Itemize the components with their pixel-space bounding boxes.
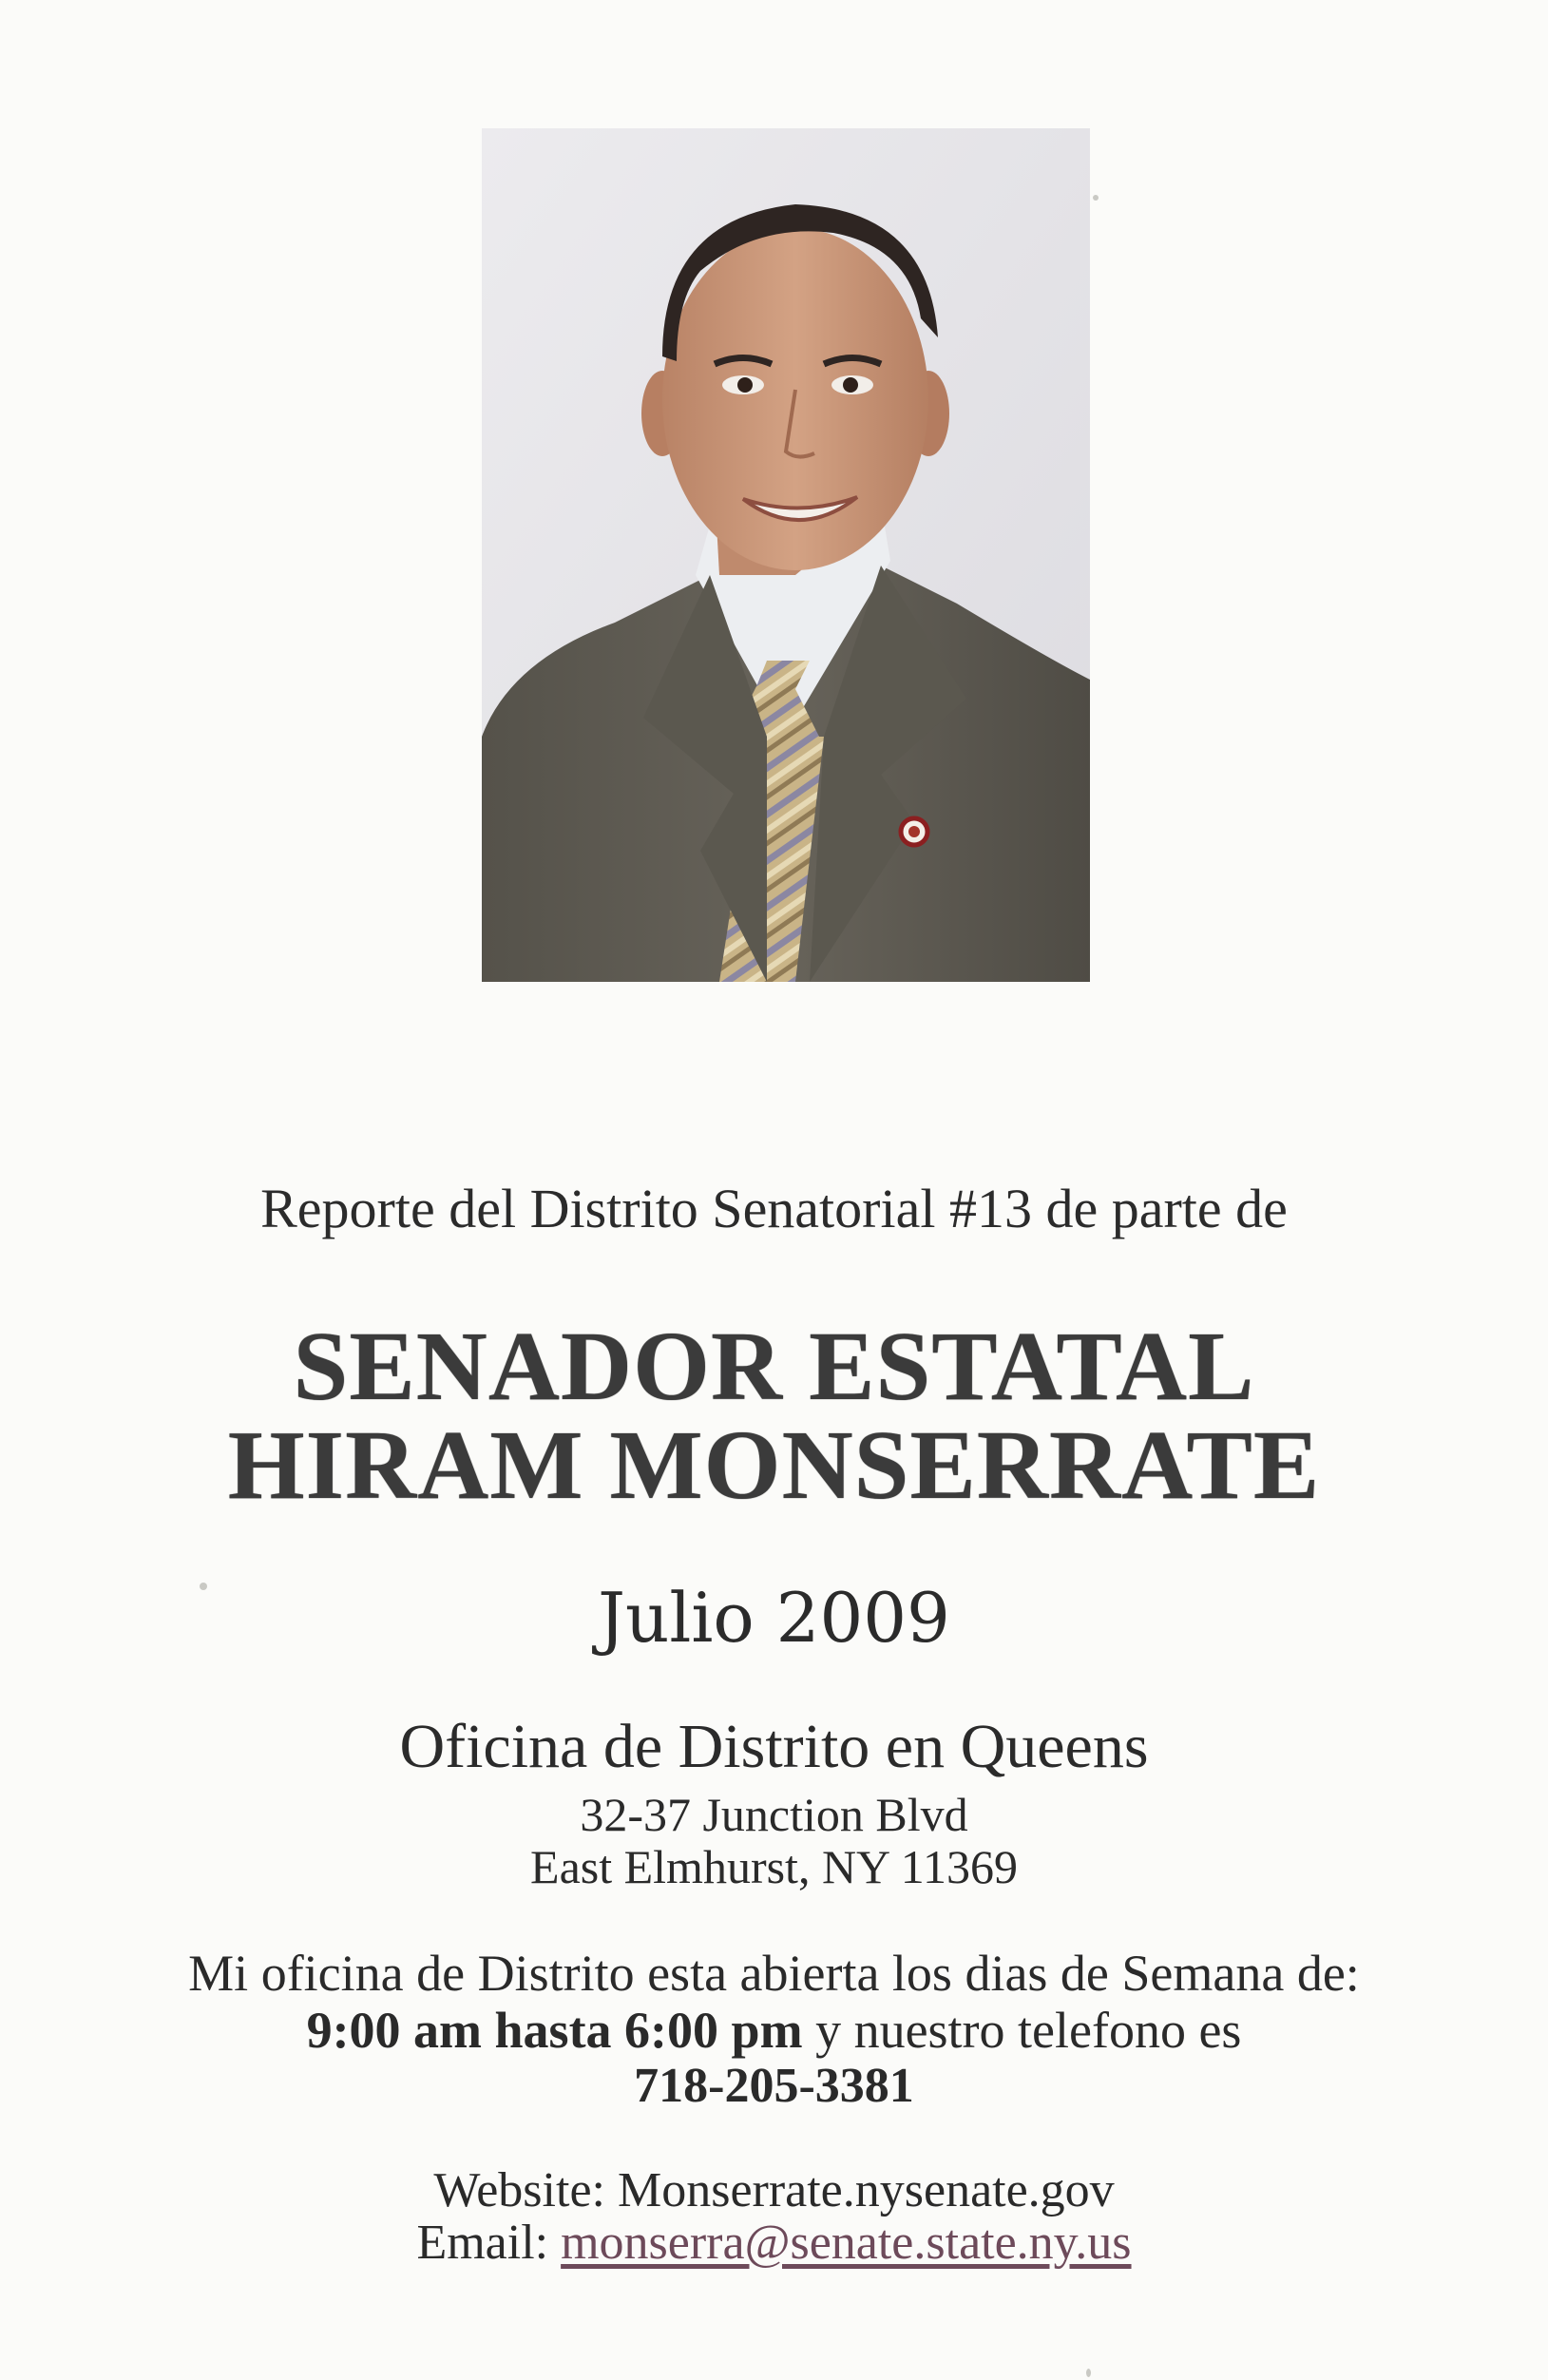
website-line xyxy=(0,2162,1548,2218)
email-label: Email: xyxy=(416,2216,549,2270)
office-address-line2: East Elmhurst, NY 11369 xyxy=(530,1840,1018,1893)
website-value: Monserrate.nysenate.gov xyxy=(617,2163,1115,2217)
office-address-line1: 32-37 Junction Blvd xyxy=(580,1788,968,1841)
office-title: Oficina de Distrito en Queens xyxy=(399,1712,1149,1781)
scan-speck xyxy=(1093,195,1099,201)
hours-line xyxy=(0,2001,1548,2060)
portrait-photo-icon xyxy=(482,128,1090,982)
scan-speck xyxy=(1086,2369,1091,2377)
headline-title: SENADOR ESTATAL xyxy=(293,1312,1255,1421)
email-link[interactable]: monserra@senate.state.ny.us xyxy=(561,2216,1132,2270)
hours-time-range: 9:00 am hasta 6:00 pm xyxy=(306,2002,803,2059)
hours-intro: Mi oficina de Distrito esta abierta los dias de Semana de: xyxy=(188,1945,1360,2002)
phone-number: 718-205-3381 xyxy=(634,2059,914,2113)
website-label: Website: xyxy=(433,2163,605,2217)
headline-name: HIRAM MONSERRATE xyxy=(227,1411,1321,1520)
email-line xyxy=(0,2215,1548,2271)
report-subtitle: Reporte del Distrito Senatorial #13 de parte de xyxy=(260,1178,1288,1239)
senator-portrait-photo xyxy=(482,128,1090,982)
phone-intro: y nuestro telefono es xyxy=(802,2002,1242,2059)
report-date: Julio 2009 xyxy=(598,1578,950,1658)
